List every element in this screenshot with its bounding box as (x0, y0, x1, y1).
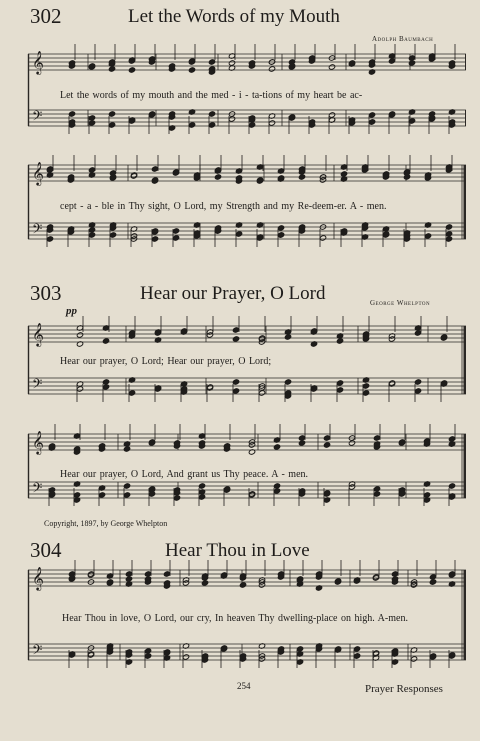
hymn-composer-302: Adolph Baumbach (372, 35, 434, 43)
section-title: Prayer Responses (365, 683, 443, 695)
copyright-notice: Copyright, 1897, by George Whelpton (44, 519, 168, 528)
page-number: 254 (237, 681, 251, 691)
svg-text:𝄞: 𝄞 (32, 50, 44, 74)
lyric-line: Hear our prayer, O Lord, And grant us Thy peace. A - men. (60, 469, 309, 480)
lyric-line: Hear our prayer, O Lord; Hear our prayer, O Lord; (60, 356, 272, 367)
svg-text:𝄞: 𝄞 (32, 566, 44, 590)
hymn-composer-303: George Whelpton (370, 299, 431, 307)
hymn-number-302: 302 (30, 4, 62, 28)
music-system-302-1 (28, 48, 466, 156)
svg-text:𝄢: 𝄢 (32, 108, 43, 127)
svg-text:𝄢: 𝄢 (32, 480, 43, 499)
hymn-title-304: Hear Thou in Love (165, 540, 310, 561)
lyric-line: Hear Thou in love, O Lord, our cry, In heaven Thy dwelling-place on high. A-men. (62, 613, 408, 624)
hymn-number-303: 303 (30, 281, 62, 305)
svg-text:𝄢: 𝄢 (32, 221, 43, 240)
svg-text:𝄢: 𝄢 (32, 376, 43, 395)
dynamic-marking: pp (66, 305, 77, 317)
svg-text:𝄞: 𝄞 (32, 430, 44, 454)
hymn-title-302: Let the Words of my Mouth (128, 6, 340, 27)
lyric-line: Let the words of my mouth and the med - i - ta-tions of my heart be ac- (60, 90, 363, 101)
svg-text:𝄞: 𝄞 (32, 161, 44, 185)
hymn-number-304: 304 (30, 538, 62, 562)
lyric-line: cept - a - ble in Thy sight, O Lord, my Strength and my Re-deem-er. A - men. (60, 201, 387, 212)
svg-text:𝄞: 𝄞 (32, 322, 44, 346)
svg-text:𝄢: 𝄢 (32, 642, 43, 661)
hymn-title-303: Hear our Prayer, O Lord (140, 283, 326, 304)
